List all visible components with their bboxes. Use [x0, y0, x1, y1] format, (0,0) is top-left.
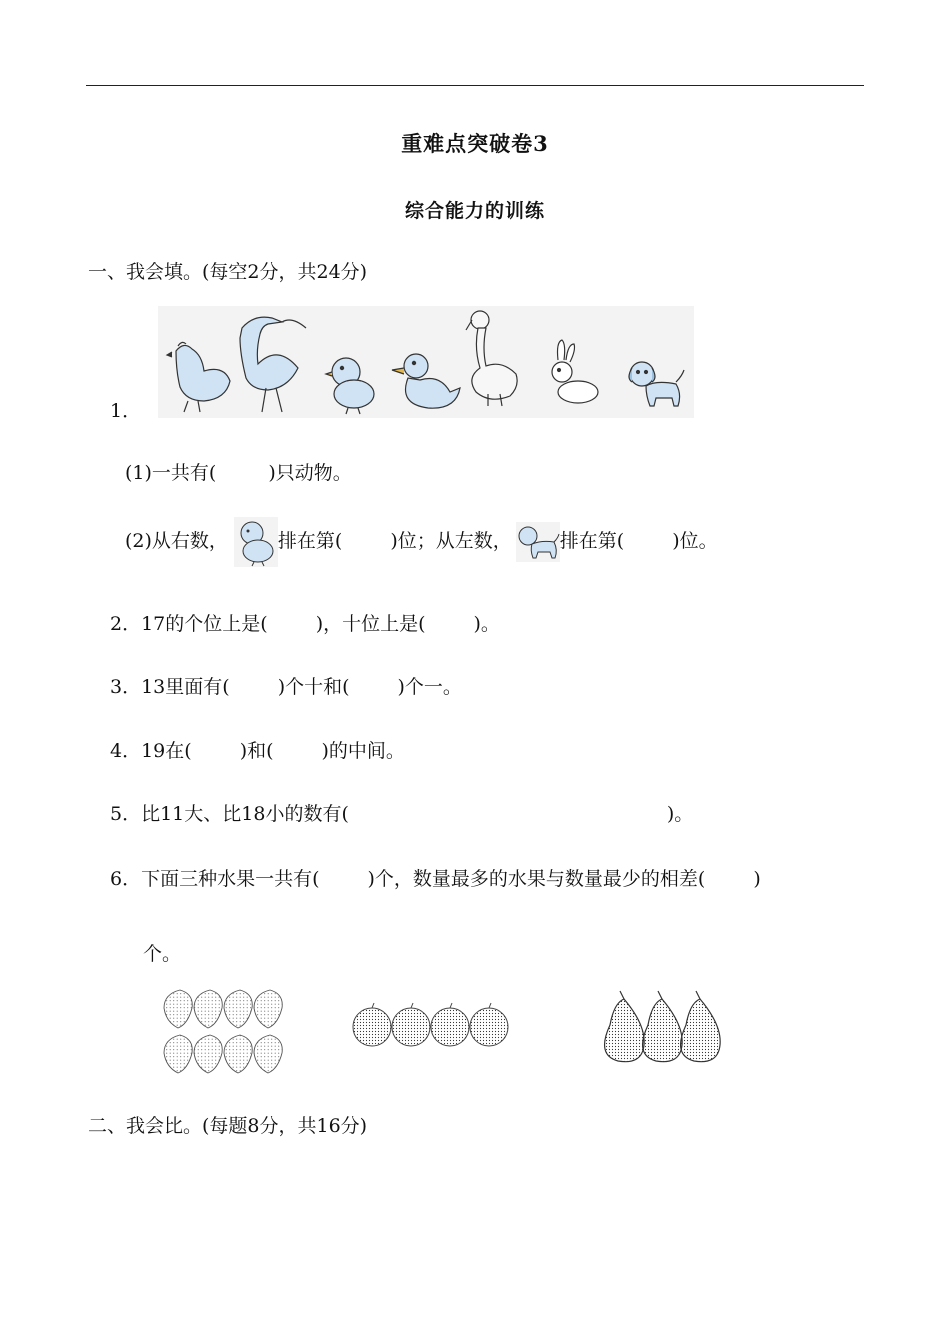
top-rule: [86, 85, 864, 86]
q2-text-a: 2．17的个位上是(: [110, 613, 268, 635]
q5-text-a: 5．比11大、比18小的数有(: [110, 803, 349, 825]
q1-part2-text-b: 排在第(: [277, 530, 343, 552]
strawberry-icon: [194, 1035, 222, 1073]
q1-part2: [125, 511, 718, 571]
apple-icon: [353, 1003, 391, 1046]
strawberry-icon: [224, 1035, 252, 1073]
q1-number: 1．: [110, 400, 142, 422]
q1-part2-text-c: )位；从左数，: [390, 530, 512, 552]
q5: [110, 801, 693, 827]
q6-text-c: ): [753, 868, 761, 890]
q3: [110, 674, 462, 700]
pear-icon: [605, 991, 645, 1062]
strawberry-icon: [164, 990, 192, 1028]
q6-line2: 个。: [143, 943, 182, 965]
apple-icon: [392, 1003, 430, 1046]
pear-icon: [643, 991, 683, 1062]
section2-heading: 二、我会比。(每题8分，共16分): [88, 1115, 368, 1137]
q1-part1-text-a: (1)一共有(: [125, 462, 217, 484]
q4-text-a: 4．19在(: [110, 740, 192, 762]
q1-part2-text-a: (2)从右数，: [125, 530, 228, 552]
section1-heading: 一、我会填。(每空2分，共24分): [88, 261, 368, 283]
q1-part2-text-e: )位。: [672, 530, 718, 552]
chick-icon: [234, 517, 278, 567]
q2-text-b: )，十位上是(: [315, 613, 426, 635]
puppy-icon: [516, 522, 560, 562]
q6-text-b: )个，数量最多的水果与数量最少的相差(: [367, 868, 706, 890]
q4: [110, 738, 405, 764]
strawberry-icon: [164, 1035, 192, 1073]
apple-icon: [470, 1003, 508, 1046]
q1-part1-text-b: )只动物。: [268, 462, 352, 484]
q4-text-b: )和(: [239, 740, 274, 762]
page-title: 重难点突破卷3: [401, 131, 549, 156]
q3-text-c: )个一。: [397, 676, 462, 698]
q2-text-c: )。: [473, 613, 500, 635]
q3-text-b: )个十和(: [277, 676, 350, 698]
q3-text-a: 3．13里面有(: [110, 676, 230, 698]
apple-group: [353, 1003, 508, 1046]
q2: [110, 611, 500, 637]
q4-text-c: )的中间。: [321, 740, 405, 762]
q1-part1: [125, 460, 352, 486]
strawberry-icon: [194, 990, 222, 1028]
pear-icon: [681, 991, 721, 1062]
apple-icon: [431, 1003, 469, 1046]
animals-strip: [158, 306, 694, 418]
pear-group: [605, 991, 721, 1062]
page-subtitle: 综合能力的训练: [404, 200, 545, 222]
strawberry-icon: [254, 990, 282, 1028]
strawberry-group: [164, 990, 282, 1073]
strawberry-icon: [254, 1035, 282, 1073]
q6-text-a: 6．下面三种水果一共有(: [110, 868, 320, 890]
strawberry-icon: [224, 990, 252, 1028]
q6-line1: [110, 866, 761, 892]
q5-text-b: )。: [666, 803, 694, 825]
q1-part2-text-d: 排在第(: [559, 530, 625, 552]
fruits-illustration: [158, 985, 738, 1085]
